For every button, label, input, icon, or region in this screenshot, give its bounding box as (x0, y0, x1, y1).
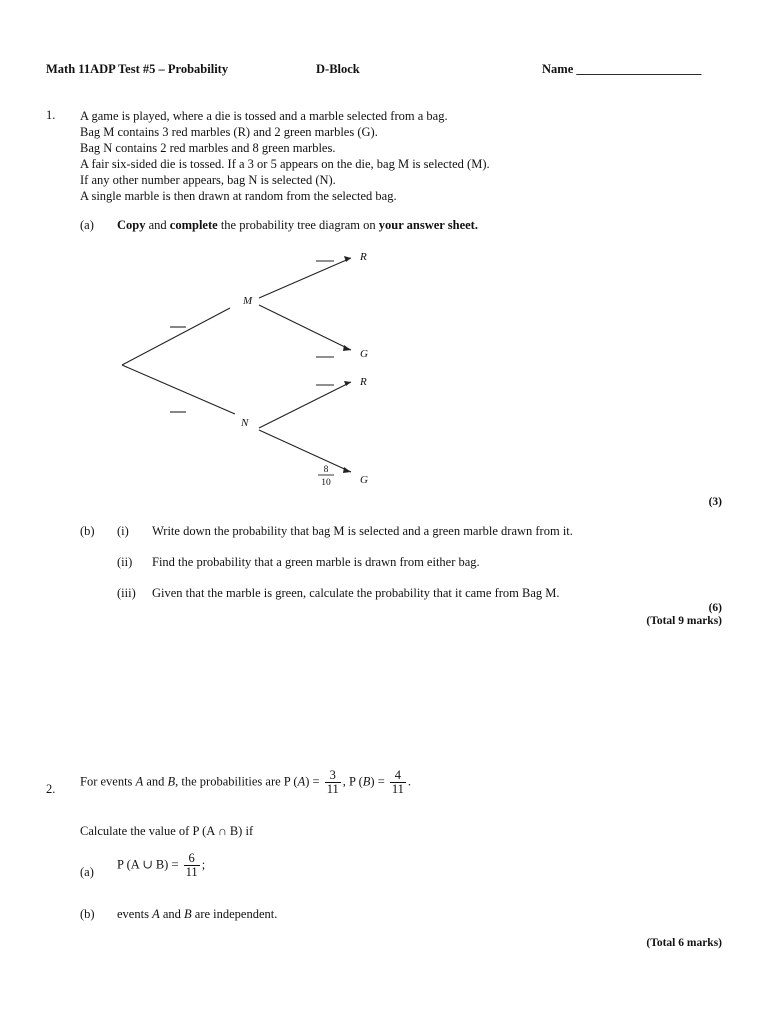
q2-calc-prompt: Calculate the value of P (A ∩ B) if (80, 824, 254, 838)
branch-n-g (259, 430, 351, 472)
branch-m-g (259, 305, 351, 350)
q1b-label: (b) (80, 524, 95, 538)
q1-line-6: A single marble is then drawn at random from the selected bag. (80, 189, 397, 203)
q2-intro-text-3: ) = (305, 774, 320, 789)
q2a-end: ; (201, 857, 206, 872)
pb-fraction (390, 769, 406, 796)
branch-to-m (122, 308, 230, 365)
q2-intro-text-1: For events (80, 774, 133, 789)
q1a-marks: (3) (708, 496, 722, 508)
q2b-text-2: are independent. (194, 907, 278, 921)
arrow-m-g (343, 345, 351, 351)
node-m: M (243, 295, 253, 307)
name-blank: ____________________ (576, 62, 702, 76)
leaf-m-g: G (360, 348, 368, 360)
q2a-label: (a) (80, 865, 94, 879)
node-n: N (241, 417, 249, 429)
q1-line-1: A game is played, where a die is tossed and a marble selected from a bag. (80, 109, 448, 123)
q2-event-a-2: A (297, 774, 306, 789)
q2b-label: (b) (80, 907, 95, 921)
q2b-text-1: events (117, 907, 149, 921)
given-denominator: 10 (321, 478, 331, 488)
q2b-event-a: A (152, 907, 160, 921)
q2-intro (80, 769, 411, 796)
q1-number: 1. (46, 108, 56, 122)
test-title: Math 11ADP Test #5 – Probability (46, 62, 229, 76)
q1b-ii-label: (ii) (117, 555, 133, 569)
q1-line-2: Bag M contains 3 red marbles (R) and 2 green marbles (G). (80, 125, 378, 139)
q1a-answer-sheet: your answer sheet. (378, 218, 478, 232)
q2a-expression (117, 852, 205, 879)
branch-m-r (259, 258, 351, 298)
leaf-n-r: R (360, 376, 367, 388)
q2a-text: P (A ∪ B) = (117, 857, 179, 872)
q2-and: and (146, 774, 165, 789)
q2-event-b: B (167, 774, 176, 789)
name-label: Name (542, 62, 574, 76)
q2-event-b-2: B (362, 774, 371, 789)
q1b-ii-text: Find the probability that a green marble is drawn from either bag. (152, 555, 480, 569)
q2-pb-end: . (407, 774, 412, 789)
given-numerator: 8 (323, 465, 329, 475)
q1a-middle: the probability tree diagram on (220, 218, 376, 232)
block-label: D-Block (316, 62, 360, 76)
branch-to-n (122, 365, 235, 414)
q2b-event-b: B (184, 907, 192, 921)
pa-denominator: 11 (326, 782, 339, 797)
q2b-text (117, 907, 277, 922)
q2-pb-mid: ) = (370, 774, 385, 789)
pb-denominator: 11 (391, 782, 404, 797)
q1b-iii-text: Given that the marble is green, calculate the probability that it came from Bag M. (152, 586, 560, 600)
q1a-and: and (148, 218, 167, 232)
q2a-fraction (184, 852, 200, 879)
q2-intro-text-2: , the probabilities are P ( (175, 774, 298, 789)
q2-total: (Total 6 marks) (646, 937, 722, 949)
leaf-n-g: G (360, 474, 368, 486)
q1a-copy: Copy (117, 218, 146, 232)
q1b-i-text: Write down the probability that bag M is selected and a green marble drawn from it. (152, 524, 573, 538)
q1a-complete: complete (169, 218, 218, 232)
q1-line-4: A fair six-sided die is tossed. If a 3 or 5 appears on the die, bag M is selected (M). (80, 157, 490, 171)
q1-total: (Total 9 marks) (646, 615, 722, 627)
q2b-and: and (162, 907, 181, 921)
q1b-iii-label: (iii) (117, 586, 136, 600)
q1a-label: (a) (80, 218, 94, 232)
pb-numerator: 4 (394, 768, 402, 782)
q2-event-a: A (135, 774, 144, 789)
q1-line-3: Bag N contains 2 red marbles and 8 green marbles. (80, 141, 336, 155)
branch-n-r (259, 382, 351, 428)
pa-fraction (325, 769, 341, 796)
leaf-m-r: R (360, 251, 367, 263)
arrow-n-g (343, 467, 351, 473)
q1b-i-label: (i) (117, 524, 129, 538)
q1b-marks: (6) (708, 602, 722, 614)
q2a-numerator: 6 (188, 851, 195, 865)
q2a-denominator: 11 (185, 865, 198, 880)
q2-number: 2. (46, 782, 56, 796)
pa-numerator: 3 (329, 768, 336, 782)
q1-line-5: If any other number appears, bag N is selected (N). (80, 173, 336, 187)
q2-pb-prefix: , P ( (342, 774, 363, 789)
